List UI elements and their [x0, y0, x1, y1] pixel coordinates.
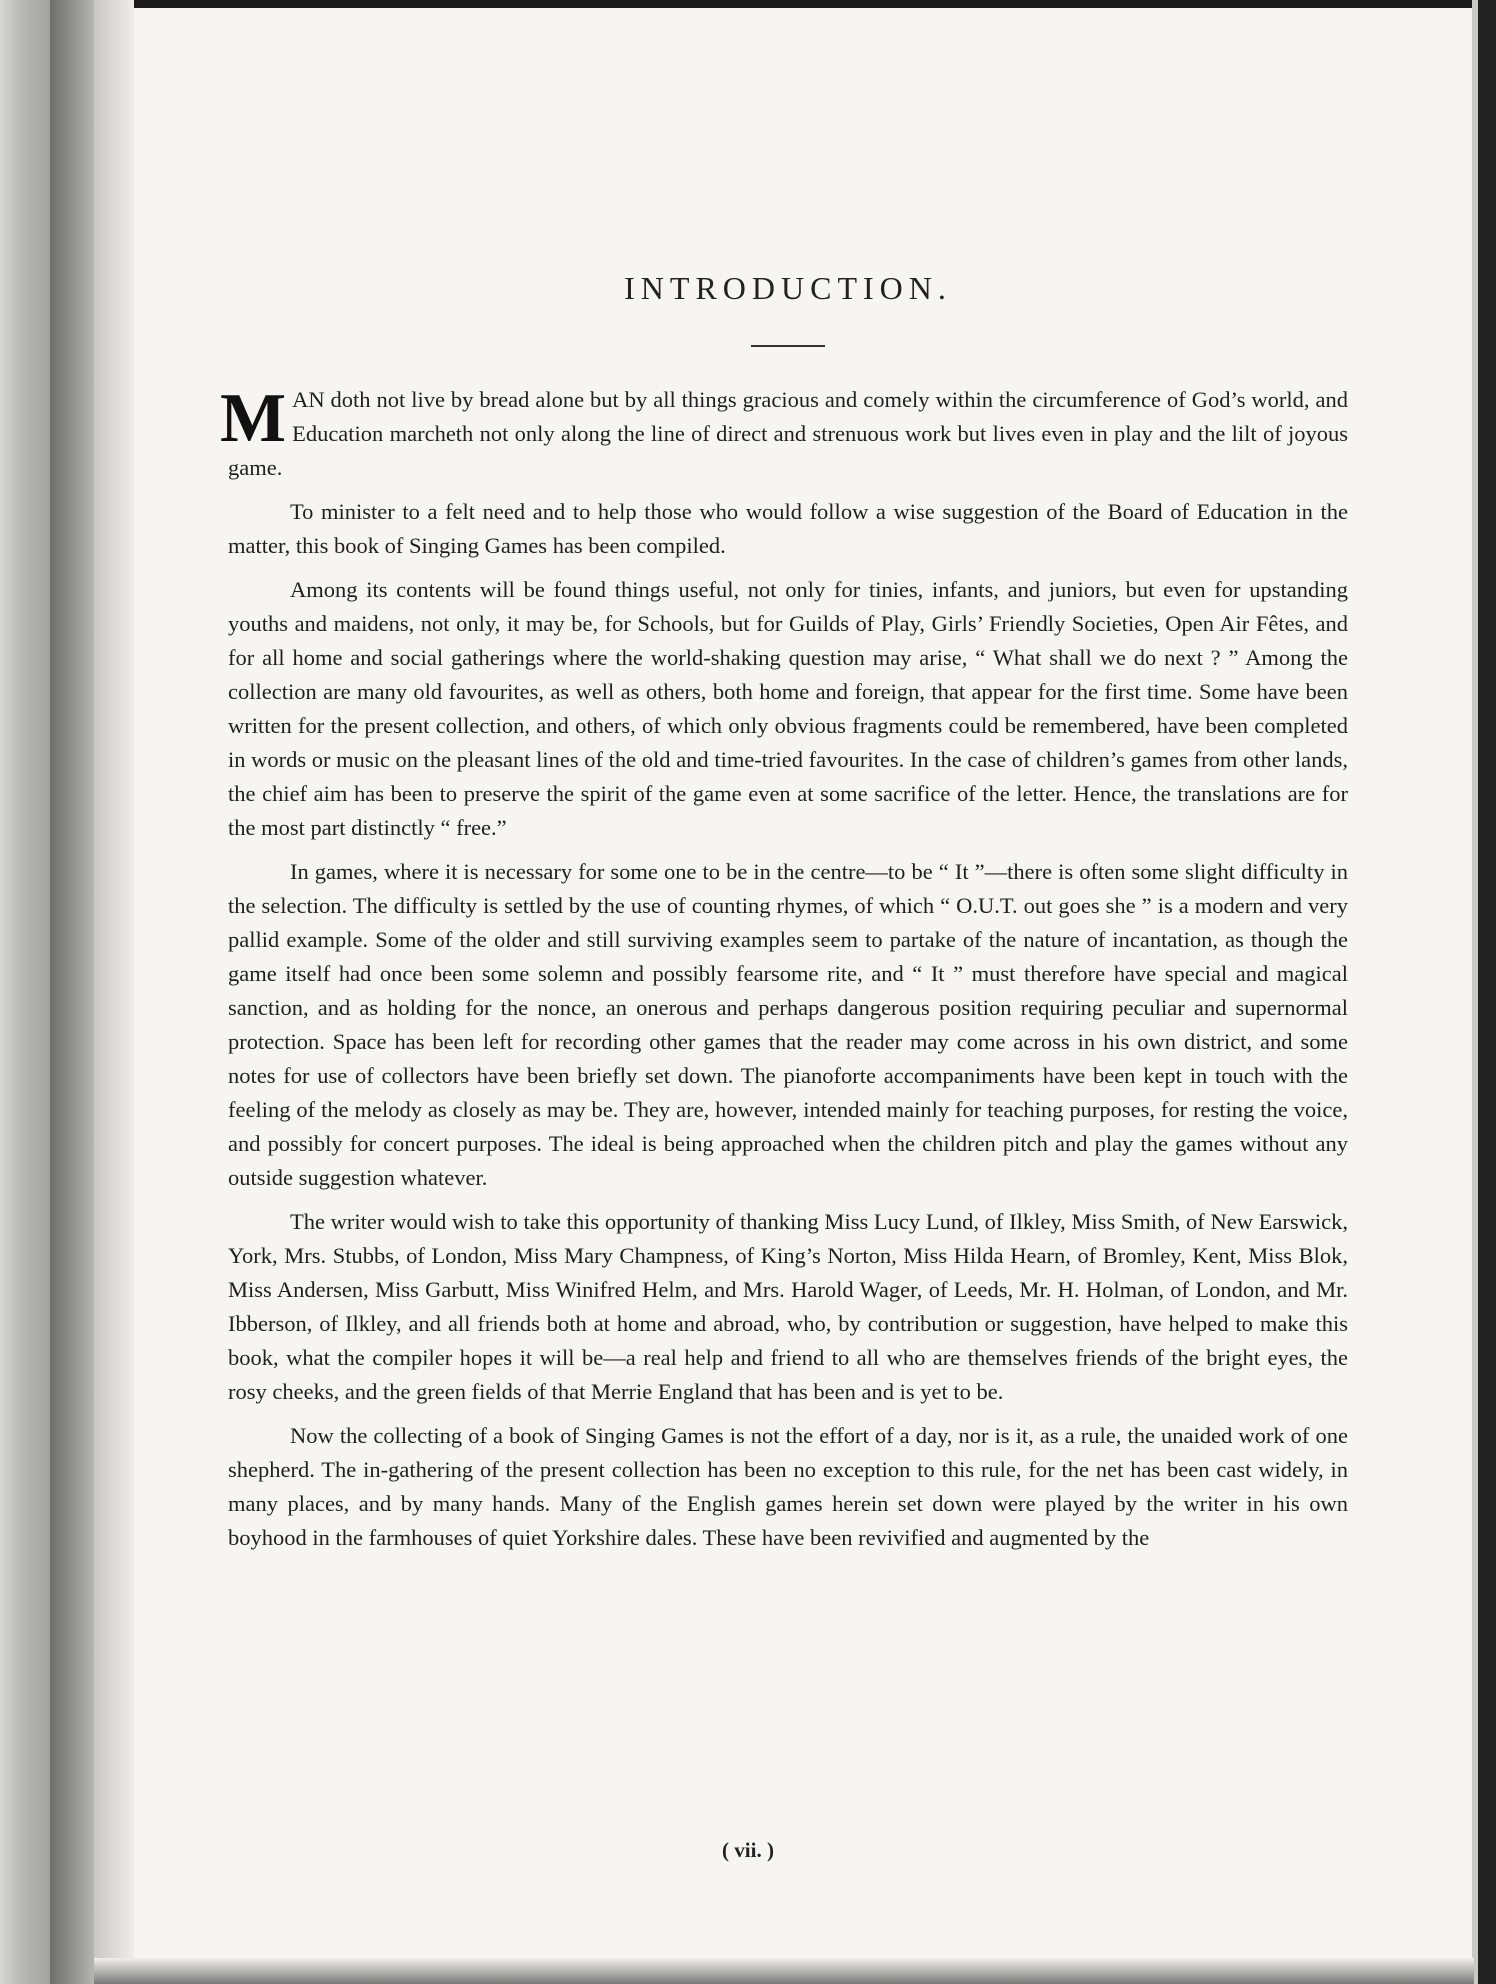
book-spine-shadow — [50, 0, 94, 1984]
paragraph-1 — [220, 380, 1348, 485]
page-title: INTRODUCTION. — [624, 270, 952, 306]
paragraph-2: To minister to a felt need and to help those who would follow a wise suggestion of the Board of Education in the matter, this book of Singing Games has been compiled. — [228, 499, 1348, 558]
paragraph-5: The writer would wish to take this opportunity of thanking Miss Lucy Lund, of Ilkley, Miss Smith, of New Earswick, York, Mrs. Stubbs, of London, Miss Mary Champness, of King’s Norton, Miss Hilda Hearn, of Bromley, Kent, Miss Blok, Miss Andersen, Miss Garbutt, Miss Winifred Helm, and Mrs. Harold Wager, of Leeds, Mr. H. Holman, of London, and Mr. Ibberson, of Ilkley, and all friends both at home and abroad, who, by contribution or suggestion, have helped to make this book, what the compiler hopes it will be—a real help and friend to all who are themselves friends of the bright eyes, the rosy cheeks, and the green fields of that Merrie England that has been and is yet to be. — [228, 1209, 1348, 1404]
page-bottom-edge — [94, 1958, 1474, 1984]
book-binding-edge — [0, 0, 50, 1984]
paragraph-1-text: doth not live by bread alone but by all things gracious and comely within the circumference of God’s world, and Education marcheth not only along the line of direct and strenuous work but lives even in play and the lilt of joyous game. — [228, 387, 1348, 480]
drop-cap: M — [220, 380, 287, 457]
page-number: ( vii. ) — [722, 1838, 774, 1862]
paragraph-3: Among its contents will be found things useful, not only for tinies, infants, and juniors, but even for upstanding youths and maidens, not only, it may be, for Schools, but for Guilds of Play, Girls’ Friendly Societies, Open Air Fêtes, and for all home and social gatherings where the world-shaking question may arise, “ What shall we do next ? ” Among the collection are many old favourites, as well as others, both home and foreign, that appear for the first time. Some have been written for the present collection, and others, of which only obvious fragments could be remembered, have been completed in words or music on the pleasant lines of the old and time-tried favourites. In the case of children’s games from other lands, the chief aim has been to preserve the spirit of the game even at some sacrifice of the letter. Hence, the translations are for the most part distinctly “ free.” — [228, 577, 1348, 840]
lead-word: AN — [292, 387, 325, 412]
page-body — [220, 270, 1348, 1565]
scan-right-border — [1478, 0, 1496, 1984]
gutter-shadow — [94, 0, 134, 1984]
paragraph-4: In games, where it is necessary for some one to be in the centre—to be “ It ”—there is often some slight difficulty in the selection. The difficulty is settled by the use of counting rhymes, of which “ O.U.T. out goes she ” is a modern and very pallid example. Some of the older and still surviving examples seem to partake of the nature of incantation, as though the game itself had once been some solemn and possibly fearsome rite, and “ It ” must therefore have special and magical sanction, and as holding for the nonce, an onerous and perhaps dangerous position requiring peculiar and supernormal protection. Space has been left for recording other games that the reader may come across in his own district, and some notes for use of collectors have been briefly set down. The pianoforte accompaniments have been kept in touch with the feeling of the melody as closely as may be. They are, however, intended mainly for teaching purposes, for resting the voice, and possibly for concert purposes. The ideal is being approached when the children pitch and play the games without any outside suggestion whatever. — [228, 859, 1348, 1190]
scan-top-edge — [0, 0, 1496, 8]
paragraph-6: Now the collecting of a book of Singing Games is not the effort of a day, nor is it, as a rule, the unaided work of one shepherd. The in-gathering of the present collection has been no exception to this rule, for the net has been cast widely, in many places, and by many hands. Many of the English games herein set down were played by the writer in his own boyhood in the farmhouses of quiet Yorkshire dales. These have been revivified and augmented by the — [228, 1423, 1348, 1550]
title-rule — [751, 345, 825, 347]
